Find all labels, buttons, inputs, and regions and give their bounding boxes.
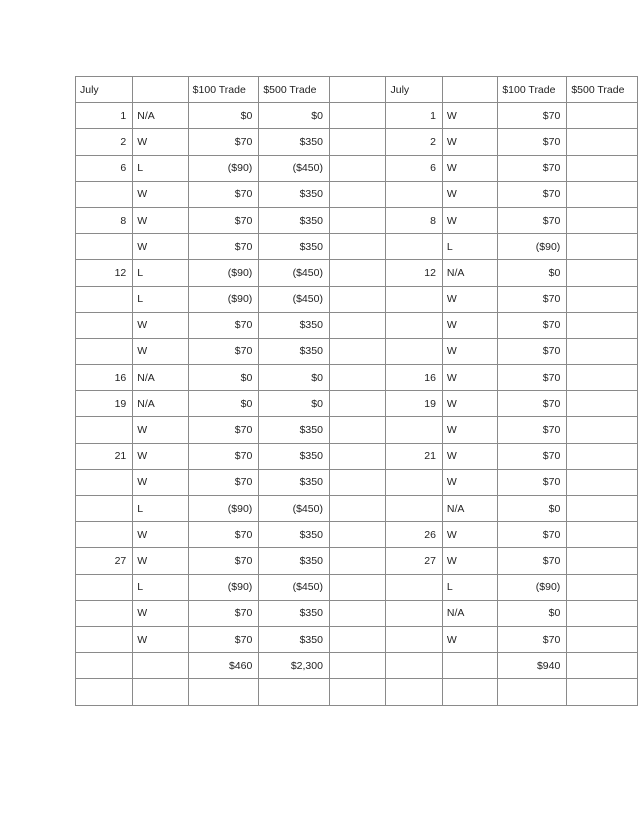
left-result-cell: W bbox=[133, 443, 188, 469]
right-result-cell: W bbox=[442, 338, 497, 364]
right-result-cell: W bbox=[442, 522, 497, 548]
right-trade-100-cell: $0 bbox=[498, 600, 567, 626]
table-row bbox=[76, 653, 638, 679]
spacer-cell bbox=[329, 574, 386, 600]
right-day-cell bbox=[386, 312, 442, 338]
left-trade-500-cell: $0 bbox=[259, 103, 330, 129]
left-day-cell: 8 bbox=[76, 207, 133, 233]
left-trade-500-cell: $350 bbox=[259, 522, 330, 548]
left-result-cell: W bbox=[133, 338, 188, 364]
right-trade-500-cell bbox=[567, 626, 638, 652]
spacer-cell bbox=[329, 207, 386, 233]
header-cell-left-trade-500: $500 Trade bbox=[259, 77, 330, 103]
left-result-cell: L bbox=[133, 496, 188, 522]
right-result-cell: W bbox=[442, 129, 497, 155]
right-trade-100-cell: $70 bbox=[498, 391, 567, 417]
left-day-cell: 16 bbox=[76, 365, 133, 391]
right-trade-500-cell bbox=[567, 574, 638, 600]
left-day-cell bbox=[76, 469, 133, 495]
right-result-cell bbox=[442, 653, 497, 679]
right-result-cell: W bbox=[442, 365, 497, 391]
spacer-cell bbox=[329, 443, 386, 469]
left-result-cell: W bbox=[133, 600, 188, 626]
right-day-cell bbox=[386, 181, 442, 207]
right-day-cell: 12 bbox=[386, 260, 442, 286]
table-row bbox=[76, 103, 638, 129]
left-result-cell: W bbox=[133, 469, 188, 495]
right-day-cell bbox=[386, 626, 442, 652]
left-trade-100-cell: $70 bbox=[188, 207, 259, 233]
left-trade-100-cell: $70 bbox=[188, 417, 259, 443]
right-trade-100-cell: $70 bbox=[498, 155, 567, 181]
right-trade-500-cell bbox=[567, 679, 638, 705]
spacer-cell bbox=[329, 286, 386, 312]
spacer-cell bbox=[329, 600, 386, 626]
table-row bbox=[76, 548, 638, 574]
right-day-cell bbox=[386, 600, 442, 626]
left-trade-500-cell bbox=[259, 679, 330, 705]
left-day-cell: 27 bbox=[76, 548, 133, 574]
left-result-cell: W bbox=[133, 548, 188, 574]
spacer-cell bbox=[329, 469, 386, 495]
left-day-cell bbox=[76, 286, 133, 312]
left-trade-100-cell bbox=[188, 679, 259, 705]
left-trade-500-cell: $350 bbox=[259, 234, 330, 260]
left-day-cell bbox=[76, 417, 133, 443]
spacer-cell bbox=[329, 181, 386, 207]
table-row bbox=[76, 522, 638, 548]
left-trade-100-cell: $70 bbox=[188, 234, 259, 260]
right-result-cell: N/A bbox=[442, 496, 497, 522]
left-trade-100-cell: $70 bbox=[188, 548, 259, 574]
left-day-cell bbox=[76, 181, 133, 207]
right-trade-500-cell bbox=[567, 600, 638, 626]
right-day-cell: 16 bbox=[386, 365, 442, 391]
left-trade-100-cell: ($90) bbox=[188, 496, 259, 522]
left-trade-500-cell: ($450) bbox=[259, 260, 330, 286]
right-result-cell: L bbox=[442, 234, 497, 260]
left-day-cell: 2 bbox=[76, 129, 133, 155]
left-trade-500-cell: $350 bbox=[259, 469, 330, 495]
left-trade-100-cell: ($90) bbox=[188, 260, 259, 286]
right-trade-500-cell bbox=[567, 522, 638, 548]
left-trade-500-cell: $350 bbox=[259, 181, 330, 207]
right-trade-100-cell: $70 bbox=[498, 207, 567, 233]
left-result-cell: W bbox=[133, 522, 188, 548]
left-day-cell bbox=[76, 574, 133, 600]
table-row bbox=[76, 417, 638, 443]
left-trade-100-cell: ($90) bbox=[188, 286, 259, 312]
left-result-cell: L bbox=[133, 286, 188, 312]
left-trade-100-cell: $0 bbox=[188, 103, 259, 129]
left-day-cell: 1 bbox=[76, 103, 133, 129]
left-trade-100-cell: $0 bbox=[188, 365, 259, 391]
right-day-cell: 2 bbox=[386, 129, 442, 155]
right-day-cell: 27 bbox=[386, 548, 442, 574]
right-result-cell: W bbox=[442, 417, 497, 443]
right-trade-100-cell: $0 bbox=[498, 260, 567, 286]
right-trade-100-cell: $70 bbox=[498, 286, 567, 312]
left-trade-100-cell: $70 bbox=[188, 469, 259, 495]
header-cell-left-day: July bbox=[76, 77, 133, 103]
spacer-cell bbox=[329, 522, 386, 548]
right-trade-500-cell bbox=[567, 338, 638, 364]
left-result-cell: W bbox=[133, 129, 188, 155]
table-row bbox=[76, 600, 638, 626]
header-cell-right-day: July bbox=[386, 77, 442, 103]
left-result-cell: W bbox=[133, 234, 188, 260]
right-trade-500-cell bbox=[567, 286, 638, 312]
left-result-cell: W bbox=[133, 207, 188, 233]
right-result-cell: N/A bbox=[442, 260, 497, 286]
left-result-cell: N/A bbox=[133, 391, 188, 417]
left-trade-100-cell: ($90) bbox=[188, 574, 259, 600]
right-result-cell: W bbox=[442, 103, 497, 129]
right-day-cell: 19 bbox=[386, 391, 442, 417]
spacer-cell bbox=[329, 234, 386, 260]
header-cell-left-trade-100: $100 Trade bbox=[188, 77, 259, 103]
left-day-cell bbox=[76, 496, 133, 522]
left-trade-100-cell: $70 bbox=[188, 129, 259, 155]
right-trade-500-cell bbox=[567, 417, 638, 443]
right-trade-500-cell bbox=[567, 181, 638, 207]
left-result-cell: L bbox=[133, 260, 188, 286]
right-trade-100-cell: $70 bbox=[498, 626, 567, 652]
right-day-cell bbox=[386, 417, 442, 443]
right-day-cell bbox=[386, 234, 442, 260]
right-trade-100-cell: $70 bbox=[498, 181, 567, 207]
trade-log-table bbox=[75, 76, 638, 706]
left-trade-100-cell: $70 bbox=[188, 600, 259, 626]
left-trade-500-cell: $350 bbox=[259, 443, 330, 469]
table-row bbox=[76, 234, 638, 260]
right-result-cell: W bbox=[442, 443, 497, 469]
right-result-cell: W bbox=[442, 548, 497, 574]
spacer-cell bbox=[329, 496, 386, 522]
header-row bbox=[76, 77, 638, 103]
left-result-cell: W bbox=[133, 181, 188, 207]
right-day-cell: 8 bbox=[386, 207, 442, 233]
right-result-cell: L bbox=[442, 574, 497, 600]
left-trade-500-cell: $0 bbox=[259, 391, 330, 417]
left-trade-500-cell: ($450) bbox=[259, 574, 330, 600]
right-trade-100-cell: ($90) bbox=[498, 574, 567, 600]
right-result-cell: W bbox=[442, 286, 497, 312]
left-result-cell: W bbox=[133, 312, 188, 338]
right-trade-100-cell: $70 bbox=[498, 443, 567, 469]
table-row bbox=[76, 338, 638, 364]
left-result-cell bbox=[133, 653, 188, 679]
right-trade-500-cell bbox=[567, 155, 638, 181]
table-row bbox=[76, 181, 638, 207]
right-result-cell: W bbox=[442, 469, 497, 495]
left-day-cell: 19 bbox=[76, 391, 133, 417]
spacer-cell bbox=[329, 103, 386, 129]
spacer-cell bbox=[329, 653, 386, 679]
spacer-cell bbox=[329, 129, 386, 155]
header-cell-left-result bbox=[133, 77, 188, 103]
left-trade-500-cell: ($450) bbox=[259, 496, 330, 522]
table-row bbox=[76, 443, 638, 469]
table-row bbox=[76, 260, 638, 286]
left-day-cell bbox=[76, 653, 133, 679]
table-row bbox=[76, 574, 638, 600]
left-trade-100-cell: $70 bbox=[188, 312, 259, 338]
spacer-cell bbox=[329, 312, 386, 338]
right-trade-500-cell bbox=[567, 365, 638, 391]
right-result-cell: N/A bbox=[442, 600, 497, 626]
right-trade-500-cell bbox=[567, 548, 638, 574]
spacer-cell bbox=[329, 365, 386, 391]
right-result-cell: W bbox=[442, 312, 497, 338]
right-day-cell: 6 bbox=[386, 155, 442, 181]
right-trade-100-cell: $940 bbox=[498, 653, 567, 679]
right-trade-500-cell bbox=[567, 234, 638, 260]
left-result-cell: W bbox=[133, 626, 188, 652]
right-trade-100-cell: $70 bbox=[498, 417, 567, 443]
table-row bbox=[76, 207, 638, 233]
right-trade-100-cell: $70 bbox=[498, 129, 567, 155]
table-row bbox=[76, 286, 638, 312]
left-day-cell bbox=[76, 600, 133, 626]
left-result-cell: L bbox=[133, 155, 188, 181]
left-trade-100-cell: $460 bbox=[188, 653, 259, 679]
left-trade-500-cell: $350 bbox=[259, 417, 330, 443]
left-trade-500-cell: $350 bbox=[259, 626, 330, 652]
left-trade-100-cell: $70 bbox=[188, 443, 259, 469]
left-result-cell bbox=[133, 679, 188, 705]
right-trade-100-cell: $70 bbox=[498, 365, 567, 391]
right-trade-500-cell bbox=[567, 496, 638, 522]
right-trade-500-cell bbox=[567, 653, 638, 679]
left-trade-500-cell: $350 bbox=[259, 338, 330, 364]
left-trade-100-cell: ($90) bbox=[188, 155, 259, 181]
right-day-cell: 21 bbox=[386, 443, 442, 469]
table-row bbox=[76, 496, 638, 522]
right-day-cell bbox=[386, 653, 442, 679]
left-result-cell: W bbox=[133, 417, 188, 443]
right-trade-500-cell bbox=[567, 391, 638, 417]
spacer-cell bbox=[329, 548, 386, 574]
header-cell-spacer bbox=[329, 77, 386, 103]
left-trade-500-cell: $350 bbox=[259, 207, 330, 233]
left-trade-100-cell: $70 bbox=[188, 181, 259, 207]
spacer-cell bbox=[329, 391, 386, 417]
right-trade-100-cell: $70 bbox=[498, 312, 567, 338]
header-cell-right-trade-500: $500 Trade bbox=[567, 77, 638, 103]
spacer-cell bbox=[329, 626, 386, 652]
right-day-cell bbox=[386, 286, 442, 312]
right-trade-500-cell bbox=[567, 207, 638, 233]
table-row bbox=[76, 626, 638, 652]
left-trade-500-cell: $350 bbox=[259, 600, 330, 626]
right-trade-100-cell: $70 bbox=[498, 522, 567, 548]
left-day-cell bbox=[76, 522, 133, 548]
left-trade-500-cell: ($450) bbox=[259, 155, 330, 181]
right-day-cell bbox=[386, 469, 442, 495]
spacer-cell bbox=[329, 155, 386, 181]
right-day-cell bbox=[386, 496, 442, 522]
left-day-cell bbox=[76, 626, 133, 652]
table-row bbox=[76, 365, 638, 391]
right-trade-100-cell: ($90) bbox=[498, 234, 567, 260]
right-result-cell: W bbox=[442, 207, 497, 233]
header-cell-right-result bbox=[442, 77, 497, 103]
left-day-cell: 21 bbox=[76, 443, 133, 469]
right-result-cell: W bbox=[442, 391, 497, 417]
right-trade-500-cell bbox=[567, 103, 638, 129]
left-result-cell: N/A bbox=[133, 103, 188, 129]
left-trade-500-cell: $350 bbox=[259, 548, 330, 574]
table-row bbox=[76, 155, 638, 181]
left-day-cell bbox=[76, 338, 133, 364]
left-trade-500-cell: $0 bbox=[259, 365, 330, 391]
left-trade-500-cell: $350 bbox=[259, 312, 330, 338]
right-trade-100-cell bbox=[498, 679, 567, 705]
table-row bbox=[76, 391, 638, 417]
right-trade-500-cell bbox=[567, 129, 638, 155]
left-trade-100-cell: $70 bbox=[188, 626, 259, 652]
right-trade-500-cell bbox=[567, 469, 638, 495]
left-day-cell: 6 bbox=[76, 155, 133, 181]
table-row bbox=[76, 469, 638, 495]
right-day-cell bbox=[386, 338, 442, 364]
right-result-cell: W bbox=[442, 155, 497, 181]
right-day-cell: 1 bbox=[386, 103, 442, 129]
right-result-cell: W bbox=[442, 181, 497, 207]
right-trade-500-cell bbox=[567, 443, 638, 469]
left-trade-100-cell: $0 bbox=[188, 391, 259, 417]
spacer-cell bbox=[329, 417, 386, 443]
left-day-cell bbox=[76, 312, 133, 338]
right-result-cell bbox=[442, 679, 497, 705]
left-day-cell bbox=[76, 234, 133, 260]
left-trade-500-cell: $350 bbox=[259, 129, 330, 155]
left-trade-100-cell: $70 bbox=[188, 338, 259, 364]
right-trade-500-cell bbox=[567, 312, 638, 338]
right-day-cell: 26 bbox=[386, 522, 442, 548]
table-row bbox=[76, 129, 638, 155]
left-day-cell bbox=[76, 679, 133, 705]
right-trade-100-cell: $70 bbox=[498, 469, 567, 495]
right-trade-100-cell: $0 bbox=[498, 496, 567, 522]
spacer-cell bbox=[329, 679, 386, 705]
spacer-cell bbox=[329, 260, 386, 286]
left-trade-500-cell: ($450) bbox=[259, 286, 330, 312]
table-row bbox=[76, 679, 638, 705]
right-result-cell: W bbox=[442, 626, 497, 652]
right-trade-100-cell: $70 bbox=[498, 103, 567, 129]
right-trade-500-cell bbox=[567, 260, 638, 286]
right-trade-100-cell: $70 bbox=[498, 548, 567, 574]
left-result-cell: L bbox=[133, 574, 188, 600]
spacer-cell bbox=[329, 338, 386, 364]
left-result-cell: N/A bbox=[133, 365, 188, 391]
right-day-cell bbox=[386, 574, 442, 600]
table-row bbox=[76, 312, 638, 338]
header-cell-right-trade-100: $100 Trade bbox=[498, 77, 567, 103]
right-day-cell bbox=[386, 679, 442, 705]
left-trade-100-cell: $70 bbox=[188, 522, 259, 548]
left-day-cell: 12 bbox=[76, 260, 133, 286]
right-trade-100-cell: $70 bbox=[498, 338, 567, 364]
left-trade-500-cell: $2,300 bbox=[259, 653, 330, 679]
